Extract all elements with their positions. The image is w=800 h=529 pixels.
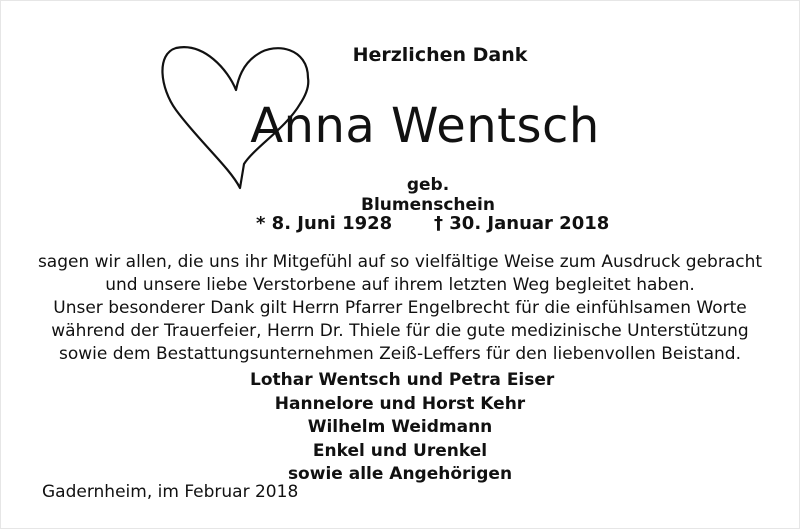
signer: Hannelore und Horst Kehr (274, 393, 526, 414)
signer: Wilhelm Weidmann (307, 417, 493, 437)
paragraph-line: während der Trauerfeier, Herrn Dr. Thiele für die gute medizinische Unterstützung (51, 321, 749, 341)
special-thanks-paragraph (20, 297, 780, 366)
paragraph-line: und unsere liebe Verstorbene auf ihrem letzten Weg begleitet haben. (105, 275, 695, 295)
paragraph-line: sowie dem Bestattungsunternehmen Zeiß-Leffers für den liebenvollen Beistand. (59, 344, 741, 364)
thanks-heading: Herzlichen Dank (352, 44, 528, 66)
death-date: † 30. Januar 2018 (434, 213, 610, 234)
life-dates (256, 213, 626, 237)
signers-list (250, 369, 555, 487)
thanks-paragraph (20, 251, 780, 297)
paragraph-line: Unser besonderer Dank gilt Herrn Pfarrer Engelbrecht für die einfühlsamen Worte (53, 298, 747, 318)
birth-date: * 8. Juni 1928 (256, 213, 393, 234)
maiden-name: geb. Blumenschein (361, 175, 495, 215)
paragraph-line: sagen wir allen, die uns ihr Mitgefühl auf so vielfältige Weise zum Ausdruck gebracht (37, 252, 763, 272)
signer: Lothar Wentsch und Petra Eiser (250, 370, 555, 390)
deceased-name: Anna Wentsch (250, 98, 600, 154)
signer: Enkel und Urenkel (312, 440, 488, 461)
signer: sowie alle Angehörigen (287, 464, 513, 484)
place-date: Gadernheim, im Februar 2018 (42, 482, 299, 502)
